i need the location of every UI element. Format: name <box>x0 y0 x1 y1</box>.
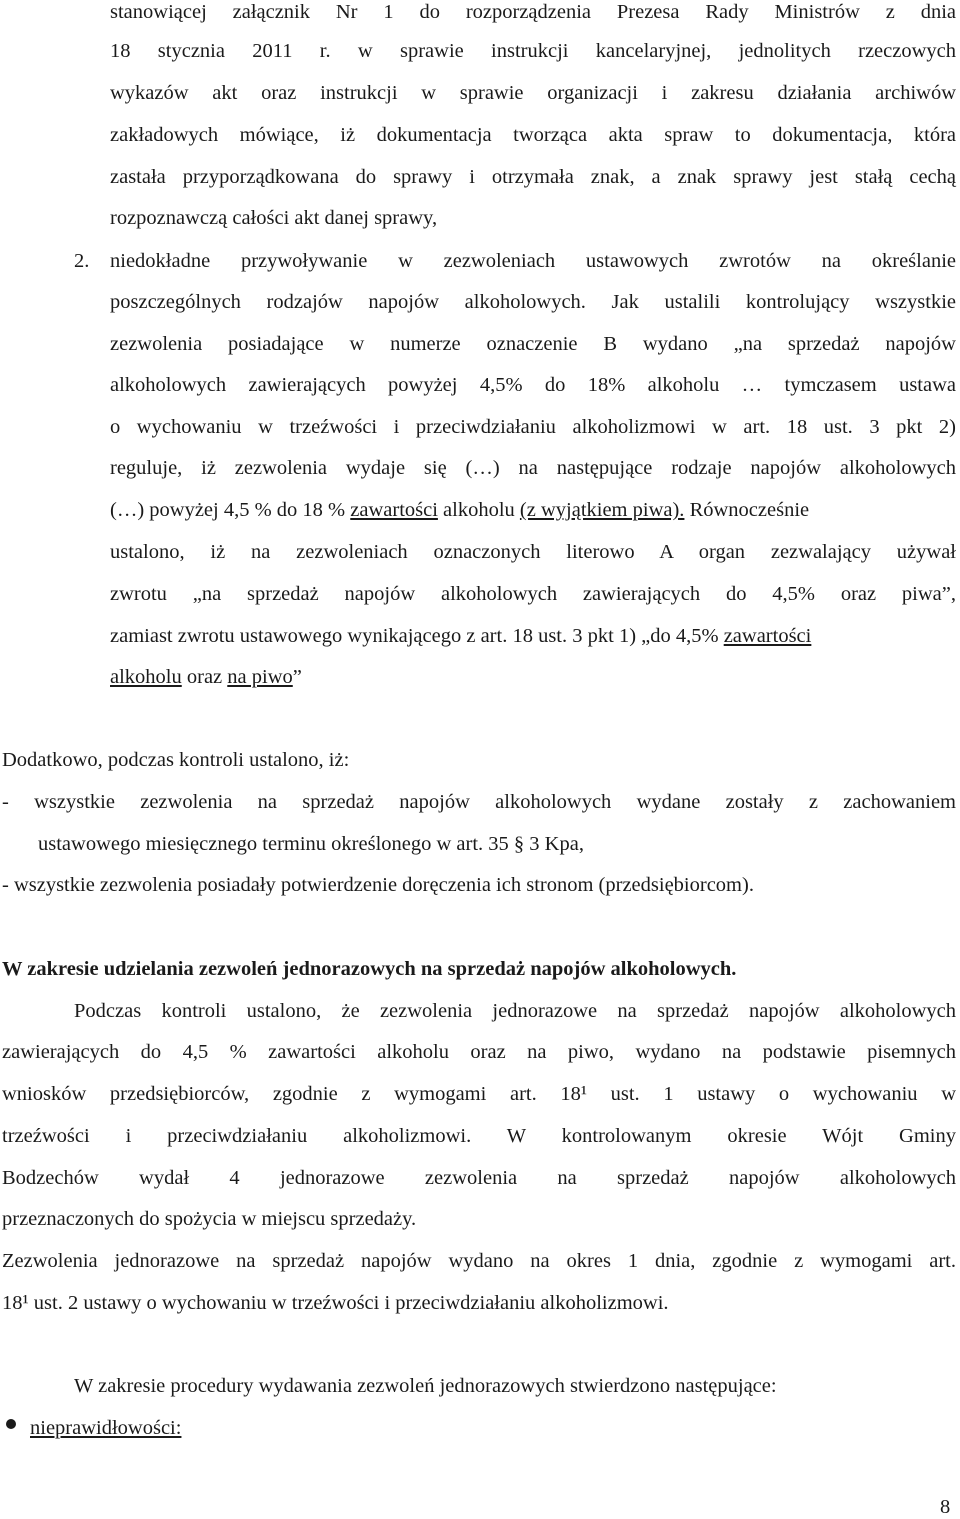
list-continuation-line: wykazów akt oraz instrukcji w sprawie organizacji i zakresu działania archiwów <box>110 82 956 104</box>
additional-intro: Dodatkowo, podczas kontroli ustalono, iż: <box>2 749 350 771</box>
paragraph-line: trzeźwości i przeciwdziałaniu alkoholizmowi. W kontrolowanym okresie Wójt Gminy <box>2 1125 956 1147</box>
item2-line: zwrotu „na sprzedaż napojów alkoholowych zawierających do 4,5% oraz piwa”, <box>110 583 956 605</box>
list-continuation-line: rozpoznawczą całości akt danej sprawy, <box>110 207 438 229</box>
section-heading: W zakresie udzielania zezwoleń jednorazowych na sprzedaż napojów alkoholowych. <box>2 958 737 980</box>
item2-line: ustalono, iż na zezwoleniach oznaczonych literowo A organ zezwalający używał <box>110 541 956 563</box>
paragraph-line: przeznaczonych do spożycia w miejscu sprzedaży. <box>2 1208 417 1230</box>
list-continuation-line: stanowiącej załącznik Nr 1 do rozporządzenia Prezesa Rady Ministrów z dnia <box>110 1 956 23</box>
item2-line: o wychowaniu w trzeźwości i przeciwdziałaniu alkoholizmowi w art. 18 ust. 3 pkt 2) <box>110 416 956 438</box>
text-span: Równocześnie <box>684 499 810 521</box>
page-number: 8 <box>940 1496 951 1518</box>
item2-line <box>110 498 956 522</box>
list-continuation-line: zakładowych mówiące, iż dokumentacja tworząca akta spraw to dokumentacja, która <box>110 124 956 146</box>
dash-item: - wszystkie zezwolenia na sprzedaż napojów alkoholowych wydane zostały z zachowaniem <box>2 791 956 813</box>
item2-line <box>110 665 302 689</box>
procedure-intro: W zakresie procedury wydawania zezwoleń jednorazowych stwierdzono następujące: <box>74 1375 777 1397</box>
item2-line: reguluje, iż zezwolenia wydaje się (…) na następujące rodzaje napojów alkoholowych <box>110 457 956 479</box>
item2-line: zezwolenia posiadające w numerze oznaczenie B wydano „na sprzedaż napojów <box>110 333 956 355</box>
underlined-text: zawartości <box>723 625 812 647</box>
item2-line: poszczególnych rodzajów napojów alkoholowych. Jak ustalili kontrolujący wszystkie <box>110 291 956 313</box>
paragraph-line: Podczas kontroli ustalono, że zezwolenia jednorazowe na sprzedaż napojów alkoholowych <box>74 1000 956 1022</box>
list-continuation-line: 18 stycznia 2011 r. w sprawie instrukcji kancelaryjnej, jednolitych rzeczowych <box>110 40 956 62</box>
paragraph-line: 18¹ ust. 2 ustawy o wychowaniu w trzeźwości i przeciwdziałaniu alkoholizmowi. <box>2 1292 669 1314</box>
paragraph-line: Zezwolenia jednorazowe na sprzedaż napojów wydano na okres 1 dnia, zgodnie z wymogami art. <box>2 1250 956 1272</box>
list-item-number: 2. <box>74 250 90 272</box>
list-continuation-line: zastała przyporządkowana do sprawy i otrzymała znak, a znak sprawy jest stałą cechą <box>110 166 956 188</box>
underlined-text: alkoholu <box>110 666 182 688</box>
item2-line: alkoholowych zawierających powyżej 4,5% do 18% alkoholu … tymczasem ustawa <box>110 374 956 396</box>
underlined-text: (z wyjątkiem piwa). <box>519 499 685 521</box>
text-span: (…) powyżej 4,5 % do 18 % <box>110 499 351 521</box>
paragraph-line: Bodzechów wydał 4 jednorazowe zezwolenia na sprzedaż napojów alkoholowych <box>2 1167 956 1189</box>
item2-line: niedokładne przywoływanie w zezwoleniach ustawowych zwrotów na określanie <box>110 250 956 272</box>
underlined-text: na piwo <box>227 666 293 688</box>
text-span: zamiast zwrotu ustawowego wynikającego z art. 18 ust. 3 pkt 1) „do 4,5% <box>110 625 724 647</box>
text-span: alkoholu <box>437 499 520 521</box>
paragraph-line: wniosków przedsiębiorców, zgodnie z wymogami art. 18¹ ust. 1 ustawy o wychowaniu w <box>2 1083 956 1105</box>
dash-item-continuation: ustawowego miesięcznego terminu określonego w art. 35 § 3 Kpa, <box>38 833 584 855</box>
bullet-icon <box>6 1419 16 1429</box>
text-span: ” <box>292 666 302 688</box>
item2-line <box>110 624 811 648</box>
bullet-label: nieprawidłowości: <box>30 1417 182 1439</box>
underlined-text: zawartości <box>350 499 438 521</box>
paragraph-line: zawierających do 4,5 % zawartości alkoholu oraz na piwo, wydano na podstawie pisemnych <box>2 1041 956 1063</box>
text-span: oraz <box>181 666 228 688</box>
dash-item: - wszystkie zezwolenia posiadały potwierdzenie doręczenia ich stronom (przedsiębiorcom). <box>2 874 754 896</box>
